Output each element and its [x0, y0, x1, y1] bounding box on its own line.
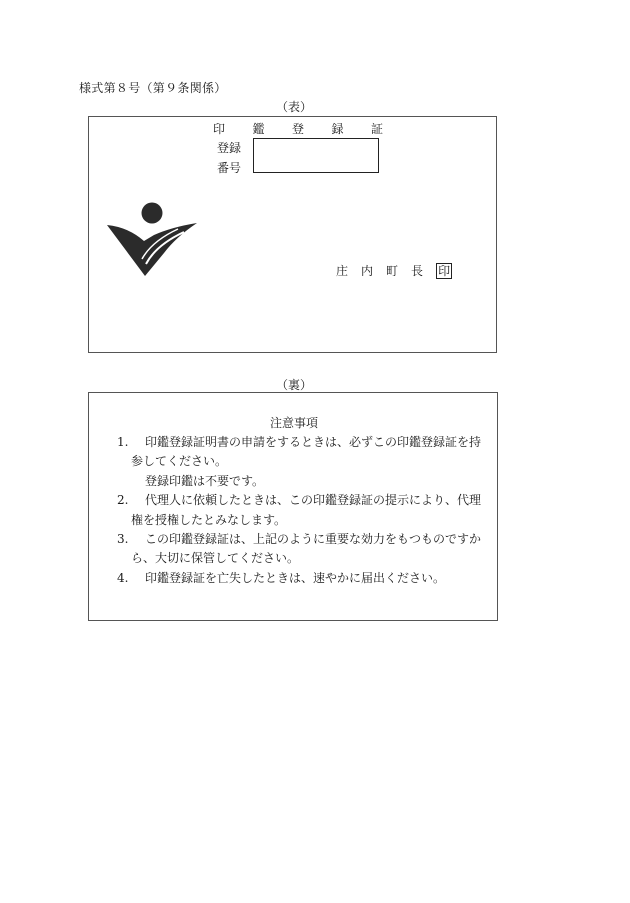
registration-number-box: [253, 138, 379, 173]
title-char: 証: [370, 122, 383, 136]
mayor-char: 長: [411, 264, 424, 278]
title-char: 登: [291, 122, 304, 136]
note-item: [117, 491, 487, 530]
mayor-char: 町: [386, 264, 399, 278]
note-subline: 登録印鑑は不要です。: [145, 473, 265, 488]
notes-list: [117, 433, 487, 588]
note-number: 4.: [117, 570, 129, 585]
registration-number-label: [217, 138, 241, 178]
note-line: ら、大切に保管してください。: [131, 551, 300, 566]
official-seal-mark: 印: [438, 263, 451, 278]
title-char: 鑑: [252, 122, 265, 136]
form-number: 様式第８号（第９条関係）: [79, 81, 227, 95]
mayor-char: 内: [361, 264, 374, 278]
mayor-signature-line: [336, 262, 452, 279]
note-line: 権を授権したとみなします。: [131, 512, 287, 527]
note-item: [117, 530, 487, 569]
notes-title: 注意事項: [269, 416, 318, 430]
note-line: 参してください。: [131, 454, 228, 469]
mayor-char: 庄: [336, 264, 349, 278]
reg-label-line: 登録: [217, 141, 242, 155]
note-number: 3.: [117, 532, 129, 547]
note-line: 印鑑登録証を亡失したときは、速やかに届出ください。: [145, 570, 446, 585]
note-line: 代理人に依頼したときは、この印鑑登録証の提示により、代理: [145, 493, 482, 508]
note-line: 印鑑登録証明書の申請をするときは、必ずこの印鑑登録証を持: [145, 435, 482, 449]
front-side-label: （表）: [275, 100, 312, 114]
reg-label-line: 番号: [217, 161, 242, 175]
note-number: 1.: [117, 435, 129, 449]
note-item: [117, 433, 487, 491]
back-side-label: （裏）: [275, 378, 312, 392]
certificate-title: [213, 120, 383, 137]
title-char: 印: [213, 122, 226, 136]
note-item: [117, 569, 487, 588]
note-line: この印鑑登録証は、上記のように重要な効力をもつものですか: [145, 532, 482, 547]
town-emblem-logo-icon: [106, 201, 198, 277]
title-char: 録: [331, 122, 344, 136]
note-number: 2.: [117, 493, 129, 508]
